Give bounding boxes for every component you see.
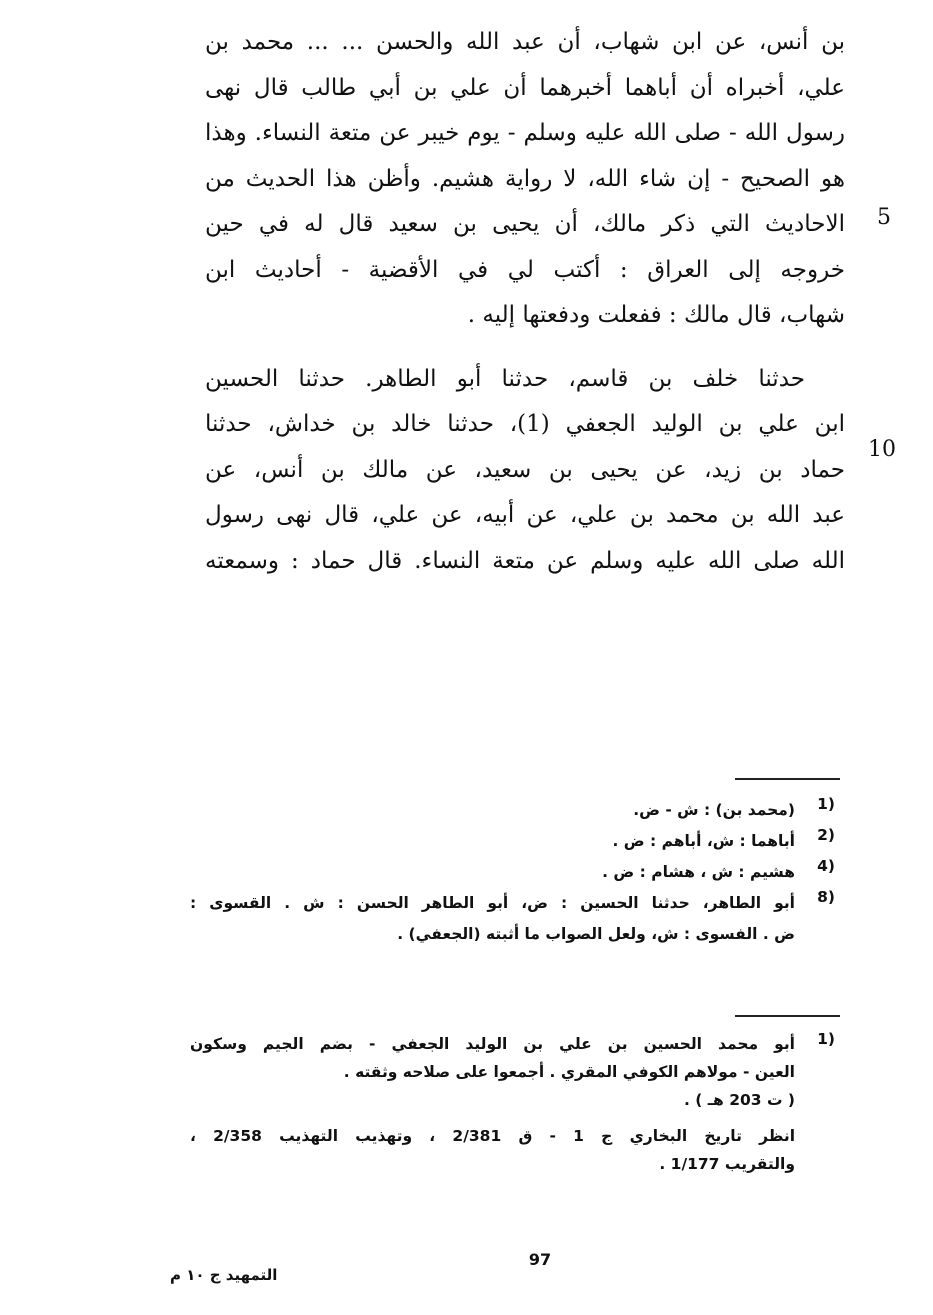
note-number: 8) [817, 888, 835, 906]
note-line: انظر تاريخ البخاري ج 1 - ق 2/381 ، وتهذيب التهذيب 2/358 ، [190, 1127, 795, 1145]
text-line: الله صلى الله عليه وسلم عن متعة النساء. قال حماد : وسمعته [205, 547, 845, 574]
note-number: 1) [817, 1030, 835, 1048]
note-line: هشيم : ش ، هشام : ض . [602, 863, 795, 881]
variant-notes [190, 795, 835, 950]
footnote-separator [735, 1015, 840, 1017]
biographical-notes [190, 1030, 835, 1178]
text-line: حدثنا خلف بن قاسم، حدثنا أبو الطاهر. حدثنا الحسين [205, 365, 805, 392]
biographical-references [190, 1122, 835, 1178]
text-line: بن أنس، عن ابن شهاب، أن عبد الله والحسن ... ... محمد بن [205, 29, 845, 55]
note-number: 4) [817, 857, 835, 875]
note-line: أبو محمد الحسين بن علي بن الوليد الجعفي - بضم الجيم وسكون [190, 1035, 795, 1053]
biographical-note [190, 1030, 835, 1114]
note-gap [190, 1114, 835, 1122]
paragraph-gap [205, 339, 845, 357]
text-line: حماد بن زيد، عن يحيى بن سعيد، عن مالك بن أنس، عن [205, 456, 845, 483]
note-body [190, 857, 795, 888]
text-line: عبد الله بن محمد بن علي، عن أبيه، عن علي، قال نهى رسول [205, 502, 845, 528]
note-line: أبو الطاهر، حدثنا الحسين : ض، أبو الطاهر الحسن : ش . القسوى : [190, 894, 795, 912]
variant-note [190, 888, 835, 950]
text-line: خروجه إلى العراق : أكتب لي في الأقضية - أحاديث ابن [205, 256, 845, 283]
footnote-separator [735, 778, 840, 780]
variant-note [190, 826, 835, 857]
note-line: أباهما : ش، أباهم : ض . [612, 832, 795, 850]
note-line: ض . الفسوى : ش، ولعل الصواب ما أثبته (الجعفي) . [397, 925, 795, 943]
note-line: (محمد بن) : ش - ض. [633, 801, 795, 819]
note-number: 1) [817, 795, 835, 813]
note-line: ( ت 203 هـ ) . [683, 1091, 795, 1109]
note-line: العين - مولاهم الكوفي المقري . أجمعوا على صلاحه وثقته . [343, 1063, 795, 1081]
text-line: شهاب، قال مالك : ففعلت ودفعتها إليه . [467, 302, 845, 328]
note-body [190, 826, 795, 857]
page-number: 97 [528, 1250, 552, 1269]
main-text [205, 20, 845, 584]
printer-signature: التمهيد ج ١٠ م [170, 1266, 278, 1284]
text-line: ابن علي بن الوليد الجعفي (1)، حدثنا خالد بن خداش، حدثنا [205, 411, 845, 437]
variant-note [190, 857, 835, 888]
note-line: والتقريب 1/177 . [659, 1155, 795, 1173]
text-line: الاحاديث التي ذكر مالك، أن يحيى بن سعيد قال له في حين [205, 211, 845, 237]
note-body [190, 795, 795, 826]
line-number-10: 10 [868, 437, 896, 462]
line-number-5: 5 [877, 205, 891, 230]
note-body [190, 1122, 795, 1178]
variant-note [190, 795, 835, 826]
text-line: رسول الله - صلى الله عليه وسلم - يوم خيبر عن متعة النساء. وهذا [205, 120, 845, 146]
note-body [190, 1030, 795, 1114]
note-number: 2) [817, 826, 835, 844]
note-body [190, 888, 795, 950]
text-line: علي، أخبراه أن أباهما أخبرهما أن علي بن أبي طالب قال نهى [205, 74, 845, 101]
text-line: هو الصحيح - إن شاء الله، لا رواية هشيم. وأظن هذا الحديث من [205, 165, 845, 192]
